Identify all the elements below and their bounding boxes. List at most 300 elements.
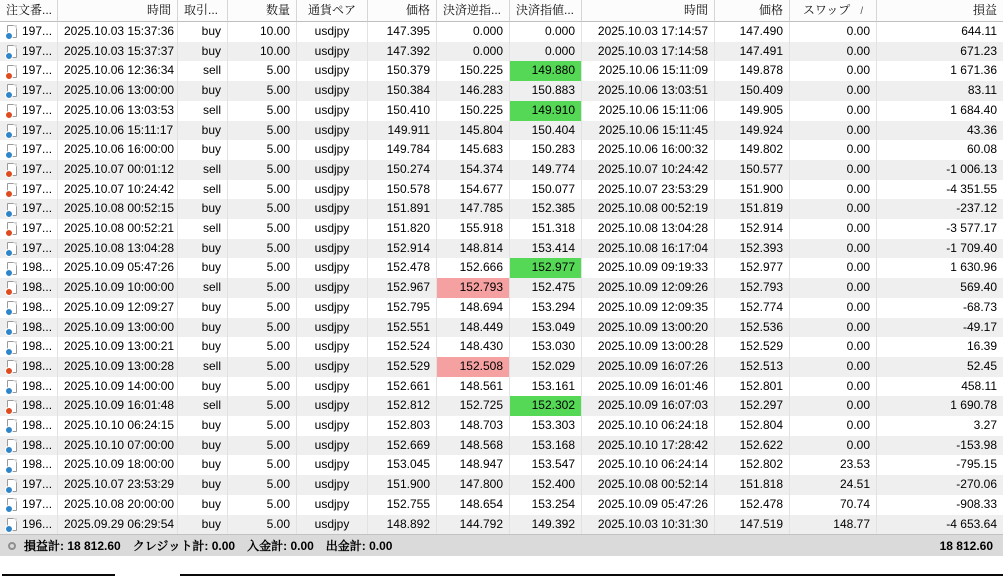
cell-profit: 671.23 — [960, 43, 997, 58]
cell-close_time: 2025.10.09 13:00:28 — [582, 337, 715, 357]
cell-tp: 150.283 — [510, 140, 582, 160]
table-row[interactable] — [0, 61, 1003, 81]
order-number: 198... — [22, 418, 53, 433]
cell-type: sell — [178, 101, 228, 121]
cell-close_price: 149.905 — [715, 101, 790, 121]
order-buy-icon — [7, 439, 17, 452]
cell-price: 151.900 — [368, 475, 437, 495]
column-header-sl[interactable] — [437, 0, 510, 22]
cell-close_price: 152.914 — [715, 219, 790, 239]
order-number: 198... — [22, 358, 53, 373]
column-header-label: 決済指値... — [516, 3, 575, 17]
cell-close_time: 2025.10.09 09:19:33 — [582, 258, 715, 278]
cell-tp: 153.547 — [510, 455, 582, 475]
cell-time: 2025.10.07 00:01:12 — [58, 160, 178, 180]
cell-volume: 5.00 — [228, 278, 297, 298]
order-buy-icon — [7, 242, 17, 255]
cell-close_price: 150.577 — [715, 160, 790, 180]
cell-close_time: 2025.10.09 05:47:26 — [582, 495, 715, 515]
cell-sl: 147.800 — [437, 475, 510, 495]
cell-swap: 23.53 — [790, 455, 877, 475]
cell-volume: 5.00 — [228, 298, 297, 318]
cell-close_price: 152.774 — [715, 298, 790, 318]
cell-profit: 644.11 — [961, 24, 997, 38]
cell-price: 147.392 — [368, 42, 437, 62]
order-buy-icon — [7, 479, 17, 492]
cell-tp: 152.475 — [510, 278, 582, 298]
cell-type: buy — [178, 298, 228, 318]
cell-order — [0, 121, 58, 141]
cell-volume: 5.00 — [228, 396, 297, 416]
cell-sl: 154.374 — [437, 160, 510, 180]
cell-swap: 0.00 — [790, 81, 877, 101]
order-number: 197... — [22, 142, 53, 157]
cell-close_time: 2025.10.07 10:24:42 — [582, 160, 715, 180]
cell-close_price: 152.977 — [715, 258, 790, 278]
cell-price: 152.812 — [368, 396, 437, 416]
cell-swap: 24.51 — [790, 475, 877, 495]
order-number: 197... — [22, 240, 53, 255]
cell-volume: 5.00 — [228, 140, 297, 160]
table-row[interactable] — [0, 101, 1003, 121]
cell-close_time: 2025.10.06 15:11:45 — [582, 121, 715, 141]
table-row[interactable] — [0, 337, 1003, 357]
table-row[interactable] — [0, 495, 1003, 515]
cell-order — [0, 455, 58, 475]
cell-close_price: 152.393 — [715, 239, 790, 259]
cell-time: 2025.09.29 06:29:54 — [58, 515, 178, 535]
cell-order — [0, 495, 58, 515]
table-row[interactable] — [0, 475, 1003, 495]
table-row[interactable] — [0, 416, 1003, 436]
cell-volume: 5.00 — [228, 121, 297, 141]
cell-tp: 153.168 — [510, 436, 582, 456]
order-buy-icon — [7, 262, 17, 275]
cell-close_price: 152.513 — [715, 357, 790, 377]
order-number: 198... — [22, 260, 53, 275]
column-header-label: 損益 — [972, 3, 997, 17]
cell-type: buy — [178, 377, 228, 397]
cell-close_time: 2025.10.09 13:00:20 — [582, 318, 715, 338]
order-buy-icon — [7, 321, 17, 334]
cell-profit: -153.98 — [956, 437, 997, 452]
cell-type: buy — [178, 199, 228, 219]
cell-symbol: usdjpy — [297, 101, 368, 121]
table-row[interactable] — [0, 377, 1003, 397]
cell-symbol: usdjpy — [297, 199, 368, 219]
cell-time: 2025.10.09 13:00:21 — [58, 337, 178, 357]
order-sell-icon — [7, 163, 17, 176]
cell-symbol: usdjpy — [297, 495, 368, 515]
cell-close_price: 151.900 — [715, 180, 790, 200]
cell-sl: 148.694 — [437, 298, 510, 318]
column-header-label: 価格 — [758, 3, 783, 17]
cell-order — [0, 219, 58, 239]
cell-close_time: 2025.10.03 10:31:30 — [582, 515, 715, 535]
cell-symbol: usdjpy — [297, 42, 368, 62]
cell-time: 2025.10.09 05:47:26 — [58, 258, 178, 278]
order-number: 198... — [22, 280, 53, 295]
sort-slash-icon: / — [860, 6, 864, 17]
column-header-order[interactable] — [0, 0, 58, 22]
cell-symbol: usdjpy — [297, 81, 368, 101]
cell-swap: 70.74 — [790, 495, 877, 515]
cell-type: buy — [178, 318, 228, 338]
cell-tp: 153.414 — [510, 239, 582, 259]
cell-symbol: usdjpy — [297, 455, 368, 475]
cell-volume: 5.00 — [228, 475, 297, 495]
cell-price: 153.045 — [368, 455, 437, 475]
cell-sl: 148.814 — [437, 239, 510, 259]
column-header-label: 注文番... — [6, 3, 53, 17]
cell-type: sell — [178, 396, 228, 416]
cell-sl: 147.785 — [437, 199, 510, 219]
cell-close_price: 152.793 — [715, 278, 790, 298]
cell-time: 2025.10.09 16:01:48 — [58, 396, 178, 416]
cell-sl: 148.449 — [437, 318, 510, 338]
order-number: 198... — [22, 339, 53, 354]
cell-volume: 5.00 — [228, 416, 297, 436]
cell-close_price: 150.409 — [715, 81, 790, 101]
order-number: 196... — [22, 516, 53, 531]
cell-profit: 1 630.96 — [950, 260, 997, 275]
cell-type: buy — [178, 140, 228, 160]
cell-type: sell — [178, 278, 228, 298]
cell-symbol: usdjpy — [297, 318, 368, 338]
order-number: 198... — [22, 319, 53, 334]
status-circle-icon — [8, 542, 16, 550]
cell-close_price: 149.878 — [715, 61, 790, 81]
cell-profit: 43.36 — [966, 122, 997, 137]
cell-profit: 569.40 — [960, 280, 997, 295]
cell-tp: 152.977 — [510, 258, 582, 278]
column-header-time[interactable] — [58, 0, 178, 22]
cell-close_price: 151.819 — [715, 199, 790, 219]
order-buy-icon — [7, 518, 17, 531]
cell-price: 152.551 — [368, 318, 437, 338]
order-buy-icon — [7, 380, 17, 393]
cell-swap: 0.00 — [790, 160, 877, 180]
cell-tp: 153.030 — [510, 337, 582, 357]
cell-close_time: 2025.10.06 15:11:09 — [582, 61, 715, 81]
cell-symbol: usdjpy — [297, 239, 368, 259]
cell-tp: 149.774 — [510, 160, 582, 180]
cell-order — [0, 140, 58, 160]
cell-profit: 1 690.78 — [950, 398, 997, 413]
cell-symbol: usdjpy — [297, 475, 368, 495]
table-row[interactable] — [0, 140, 1003, 160]
column-header-type[interactable] — [178, 0, 228, 22]
table-row[interactable] — [0, 180, 1003, 200]
order-number: 197... — [22, 43, 53, 58]
column-header-price[interactable] — [368, 0, 437, 22]
column-header-symbol[interactable] — [297, 0, 368, 22]
cell-volume: 10.00 — [228, 42, 297, 62]
bottom-tab-strip — [0, 556, 1003, 581]
table-row[interactable] — [0, 258, 1003, 278]
cell-sl: 148.703 — [437, 416, 510, 436]
cell-volume: 5.00 — [228, 160, 297, 180]
cell-profit: -270.06 — [956, 477, 997, 492]
cell-tp: 153.161 — [510, 377, 582, 397]
cell-sl: 152.793 — [437, 278, 510, 298]
cell-order — [0, 180, 58, 200]
cell-close_price: 152.529 — [715, 337, 790, 357]
cell-type: buy — [178, 42, 228, 62]
cell-symbol: usdjpy — [297, 61, 368, 81]
cell-close_time: 2025.10.06 16:00:32 — [582, 140, 715, 160]
cell-price: 151.820 — [368, 219, 437, 239]
cell-time: 2025.10.06 12:36:34 — [58, 61, 178, 81]
cell-order — [0, 278, 58, 298]
cell-profit: 60.08 — [966, 142, 997, 157]
cell-order — [0, 515, 58, 535]
order-number: 197... — [22, 201, 53, 216]
cell-price: 150.578 — [368, 180, 437, 200]
cell-price: 150.379 — [368, 61, 437, 81]
order-sell-icon — [7, 104, 17, 117]
table-row[interactable] — [0, 219, 1003, 239]
cell-type: buy — [178, 475, 228, 495]
cell-time: 2025.10.07 10:24:42 — [58, 180, 178, 200]
column-header-label: 時間 — [146, 3, 171, 17]
cell-price: 152.524 — [368, 337, 437, 357]
cell-type: buy — [178, 455, 228, 475]
cell-profit: -908.33 — [956, 496, 997, 511]
cell-tp: 0.000 — [510, 22, 582, 42]
cell-swap: 0.00 — [790, 219, 877, 239]
column-header-profit[interactable] — [877, 0, 1003, 22]
cell-time: 2025.10.06 15:11:17 — [58, 121, 178, 141]
cell-time: 2025.10.09 13:00:00 — [58, 318, 178, 338]
cell-swap: 0.00 — [790, 258, 877, 278]
cell-swap: 0.00 — [790, 436, 877, 456]
table-row[interactable] — [0, 160, 1003, 180]
cell-sl: 145.804 — [437, 121, 510, 141]
cell-tp: 150.883 — [510, 81, 582, 101]
cell-time: 2025.10.10 07:00:00 — [58, 436, 178, 456]
cell-sl: 145.683 — [437, 140, 510, 160]
order-number: 198... — [22, 457, 53, 472]
cell-type: buy — [178, 258, 228, 278]
cell-type: buy — [178, 495, 228, 515]
cell-close_price: 152.297 — [715, 396, 790, 416]
cell-close_time: 2025.10.09 16:07:26 — [582, 357, 715, 377]
cell-price: 152.661 — [368, 377, 437, 397]
cell-close_time: 2025.10.09 12:09:35 — [582, 298, 715, 318]
table-row[interactable] — [0, 515, 1003, 535]
cell-type: buy — [178, 416, 228, 436]
cell-profit: -49.17 — [962, 319, 997, 334]
cell-volume: 5.00 — [228, 515, 297, 535]
order-number: 197... — [22, 122, 53, 137]
order-number: 197... — [22, 181, 53, 196]
cell-type: sell — [178, 160, 228, 180]
cell-order — [0, 101, 58, 121]
order-buy-icon — [7, 301, 17, 314]
column-header-volume[interactable] — [228, 0, 297, 22]
cell-close_time: 2025.10.09 12:09:26 — [582, 278, 715, 298]
table-row[interactable] — [0, 357, 1003, 377]
tab-strip-line-right — [180, 574, 1003, 576]
cell-sl: 148.568 — [437, 436, 510, 456]
cell-time: 2025.10.09 13:00:28 — [58, 357, 178, 377]
footer-total-profit: 18 812.60 — [939, 538, 993, 553]
cell-symbol: usdjpy — [297, 298, 368, 318]
cell-symbol: usdjpy — [297, 121, 368, 141]
table-row[interactable] — [0, 22, 1003, 42]
cell-price: 152.795 — [368, 298, 437, 318]
cell-sl: 150.225 — [437, 61, 510, 81]
cell-volume: 5.00 — [228, 377, 297, 397]
cell-type: sell — [178, 61, 228, 81]
cell-close_time: 2025.10.09 16:07:03 — [582, 396, 715, 416]
table-row[interactable] — [0, 81, 1003, 101]
cell-order — [0, 239, 58, 259]
cell-time: 2025.10.08 20:00:00 — [58, 495, 178, 515]
tab-strip-line-left — [2, 574, 115, 576]
cell-close_time: 2025.10.06 15:11:06 — [582, 101, 715, 121]
cell-volume: 5.00 — [228, 180, 297, 200]
table-row[interactable] — [0, 455, 1003, 475]
cell-order — [0, 416, 58, 436]
table-body — [0, 22, 1003, 534]
order-buy-icon — [7, 419, 17, 432]
order-number: 198... — [22, 437, 53, 452]
cell-time: 2025.10.06 16:00:00 — [58, 140, 178, 160]
cell-sl: 148.947 — [437, 455, 510, 475]
cell-volume: 5.00 — [228, 219, 297, 239]
cell-tp: 151.318 — [510, 219, 582, 239]
cell-profit: -1 006.13 — [946, 161, 997, 176]
cell-close_time: 2025.10.06 13:03:51 — [582, 81, 715, 101]
cell-sl: 155.918 — [437, 219, 510, 239]
cell-time: 2025.10.09 12:09:27 — [58, 298, 178, 318]
cell-time: 2025.10.09 18:00:00 — [58, 455, 178, 475]
cell-volume: 10.00 — [228, 22, 297, 42]
cell-price: 152.967 — [368, 278, 437, 298]
cell-swap: 0.00 — [790, 121, 877, 141]
table-row[interactable] — [0, 199, 1003, 219]
order-sell-icon — [7, 400, 17, 413]
cell-order — [0, 377, 58, 397]
cell-type: buy — [178, 121, 228, 141]
cell-close_price: 147.519 — [715, 515, 790, 535]
cell-profit: -3 577.17 — [946, 221, 997, 236]
table-row[interactable] — [0, 42, 1003, 62]
cell-tp: 152.302 — [510, 396, 582, 416]
cell-close_time: 2025.10.03 17:14:58 — [582, 42, 715, 62]
table-row[interactable] — [0, 396, 1003, 416]
cell-order — [0, 42, 58, 62]
order-number: 198... — [22, 398, 53, 413]
order-sell-icon — [7, 222, 17, 235]
cell-close_time: 2025.10.09 16:01:46 — [582, 377, 715, 397]
table-row[interactable] — [0, 436, 1003, 456]
cell-symbol: usdjpy — [297, 357, 368, 377]
cell-close_price: 147.490 — [715, 22, 790, 42]
table-row[interactable] — [0, 318, 1003, 338]
cell-close_price: 149.802 — [715, 140, 790, 160]
cell-close_price: 152.801 — [715, 377, 790, 397]
cell-swap: 0.00 — [790, 180, 877, 200]
order-buy-icon — [7, 124, 17, 137]
column-header-close_time[interactable] — [582, 0, 715, 22]
cell-volume: 5.00 — [228, 455, 297, 475]
cell-volume: 5.00 — [228, 436, 297, 456]
order-sell-icon — [7, 183, 17, 196]
cell-symbol: usdjpy — [297, 278, 368, 298]
cell-time: 2025.10.09 14:00:00 — [58, 377, 178, 397]
order-number: 197... — [22, 161, 53, 176]
cell-symbol: usdjpy — [297, 22, 368, 42]
order-number: 197... — [22, 477, 53, 492]
cell-price: 150.384 — [368, 81, 437, 101]
column-header-label: 時間 — [683, 3, 708, 17]
order-number: 197... — [22, 83, 53, 98]
cell-order — [0, 160, 58, 180]
table-row[interactable] — [0, 239, 1003, 259]
summary-bar — [0, 534, 1003, 556]
cell-tp: 152.029 — [510, 357, 582, 377]
cell-type: sell — [178, 219, 228, 239]
cell-order — [0, 81, 58, 101]
cell-close_time: 2025.10.07 23:53:29 — [582, 180, 715, 200]
cell-volume: 5.00 — [228, 337, 297, 357]
cell-swap: 0.00 — [790, 377, 877, 397]
column-header-swap[interactable] — [790, 0, 877, 22]
cell-swap: 0.00 — [790, 396, 877, 416]
order-number: 198... — [22, 299, 53, 314]
order-sell-icon — [7, 281, 17, 294]
cell-profit: 16.39 — [966, 339, 997, 354]
order-buy-icon — [7, 84, 17, 97]
cell-price: 150.274 — [368, 160, 437, 180]
column-header-close_price[interactable] — [715, 0, 790, 22]
summary-item: 出金計: 0.00 — [325, 539, 393, 553]
cell-type: buy — [178, 515, 228, 535]
cell-profit: 1 684.40 — [950, 102, 997, 117]
cell-close_time: 2025.10.03 17:14:57 — [582, 22, 715, 42]
cell-time: 2025.10.06 13:00:00 — [58, 81, 178, 101]
cell-symbol: usdjpy — [297, 416, 368, 436]
cell-tp: 149.910 — [510, 101, 582, 121]
cell-type: buy — [178, 81, 228, 101]
column-header-tp[interactable] — [510, 0, 582, 22]
cell-order — [0, 61, 58, 81]
cell-swap: 0.00 — [790, 239, 877, 259]
cell-close_time: 2025.10.10 06:24:18 — [582, 416, 715, 436]
cell-sl: 148.561 — [437, 377, 510, 397]
cell-order — [0, 337, 58, 357]
cell-close_price: 152.804 — [715, 416, 790, 436]
table-row[interactable] — [0, 278, 1003, 298]
cell-symbol: usdjpy — [297, 140, 368, 160]
cell-price: 150.410 — [368, 101, 437, 121]
order-number: 197... — [22, 24, 53, 38]
cell-tp: 152.400 — [510, 475, 582, 495]
order-buy-icon — [7, 203, 17, 216]
cell-sl: 152.666 — [437, 258, 510, 278]
table-row[interactable] — [0, 121, 1003, 141]
cell-order — [0, 199, 58, 219]
active-tab[interactable] — [115, 572, 180, 581]
table-row[interactable] — [0, 298, 1003, 318]
cell-symbol: usdjpy — [297, 515, 368, 535]
cell-volume: 5.00 — [228, 357, 297, 377]
order-buy-icon — [7, 45, 17, 58]
cell-swap: 0.00 — [790, 22, 877, 42]
